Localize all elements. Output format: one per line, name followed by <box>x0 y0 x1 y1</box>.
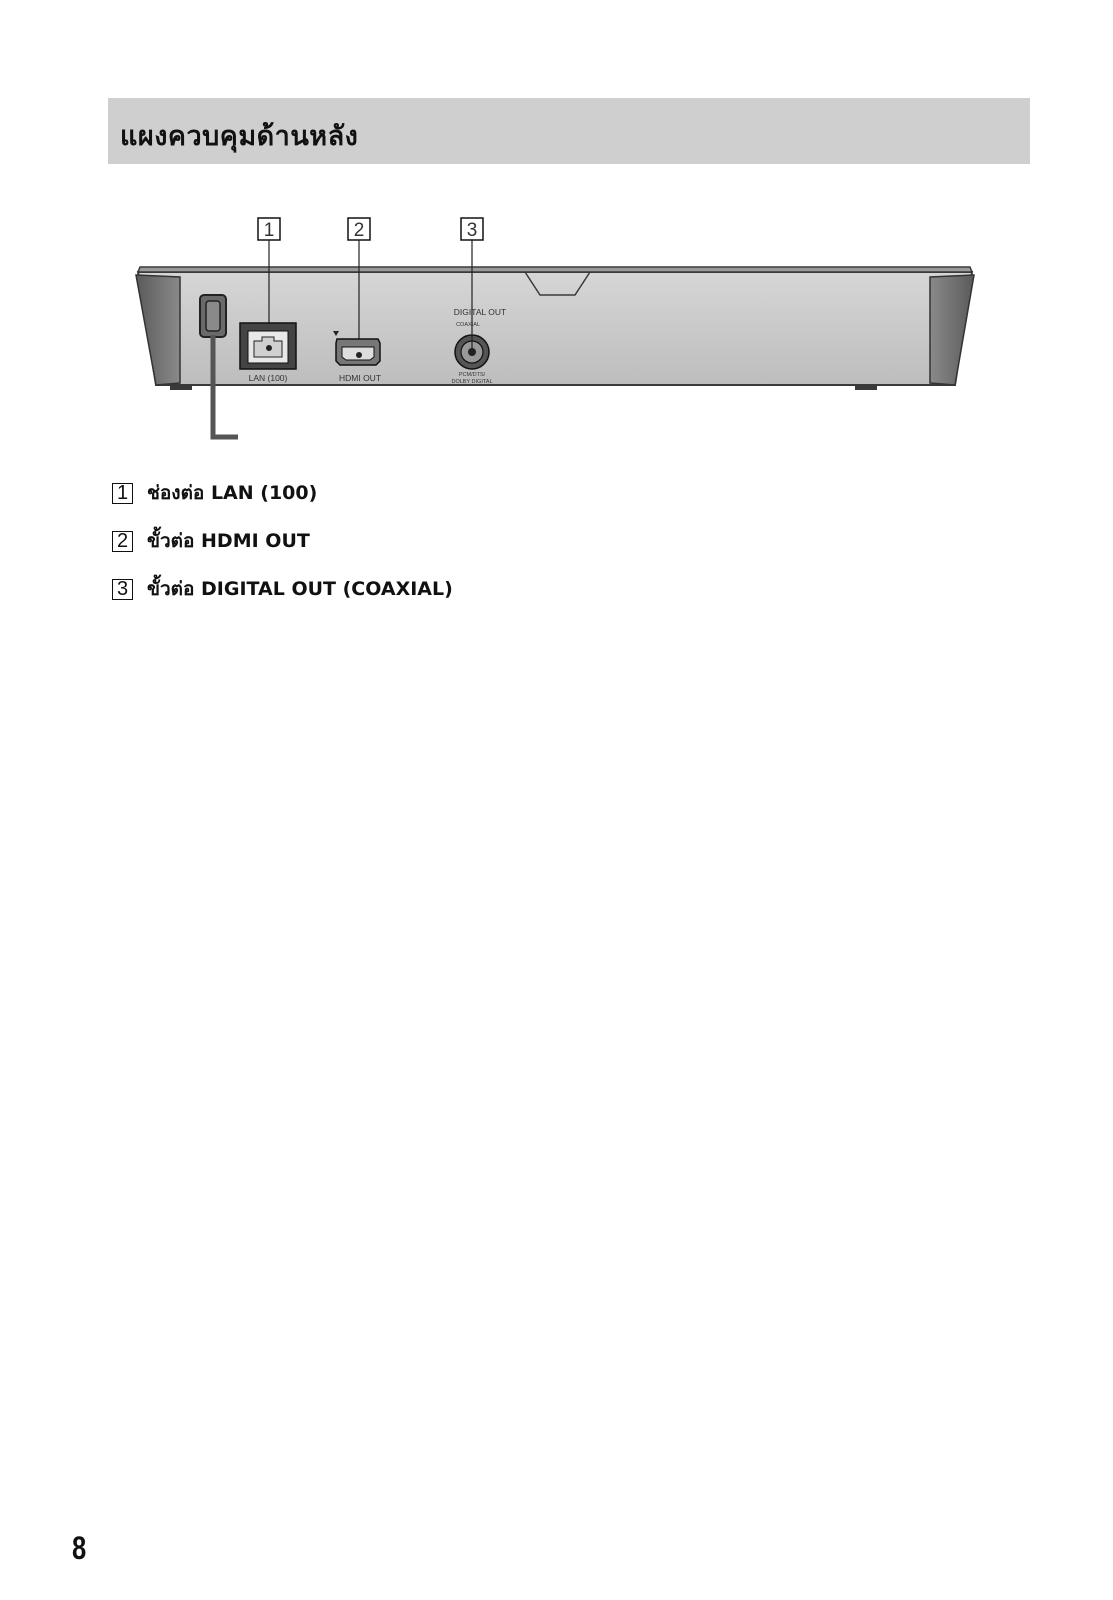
section-title: แผงควบคุมด้านหลัง <box>120 121 359 152</box>
callout-2-label: 2 <box>353 220 365 241</box>
legend-item-digital-out <box>112 577 453 601</box>
legend-number-1: 1 <box>112 483 133 504</box>
legend-label-digital-out: ขั้วต่อ DIGITAL OUT (COAXIAL) <box>147 578 453 600</box>
legend-label-lan: ช่องต่อ LAN (100) <box>147 482 318 504</box>
legend-number-2: 2 <box>112 531 133 552</box>
digital-out-label: DIGITAL OUT <box>453 307 507 317</box>
connector-legend <box>112 481 453 625</box>
callout-1 <box>258 218 280 241</box>
rear-panel-illustration <box>130 215 1010 455</box>
coaxial-label: COAXIAL <box>456 322 480 328</box>
section-title-bar <box>108 98 1030 164</box>
callout-3-label: 3 <box>466 220 478 241</box>
rear-panel-diagram <box>130 215 1010 455</box>
legend-item-lan <box>112 481 453 505</box>
pcm-label-1: PCM/DTS/ <box>458 372 486 378</box>
lan-port-label: LAN (100) <box>248 373 288 383</box>
page-number: 8 <box>72 1530 87 1566</box>
callout-1-label: 1 <box>263 220 275 241</box>
hdmi-port-label: HDMI OUT <box>338 373 382 383</box>
callout-3 <box>461 218 483 241</box>
legend-item-hdmi <box>112 529 453 553</box>
callout-2 <box>348 218 370 241</box>
pcm-label-2: DOLBY DIGITAL <box>451 379 493 385</box>
legend-number-3: 3 <box>112 579 133 600</box>
legend-label-hdmi: ขั้วต่อ HDMI OUT <box>147 530 310 552</box>
